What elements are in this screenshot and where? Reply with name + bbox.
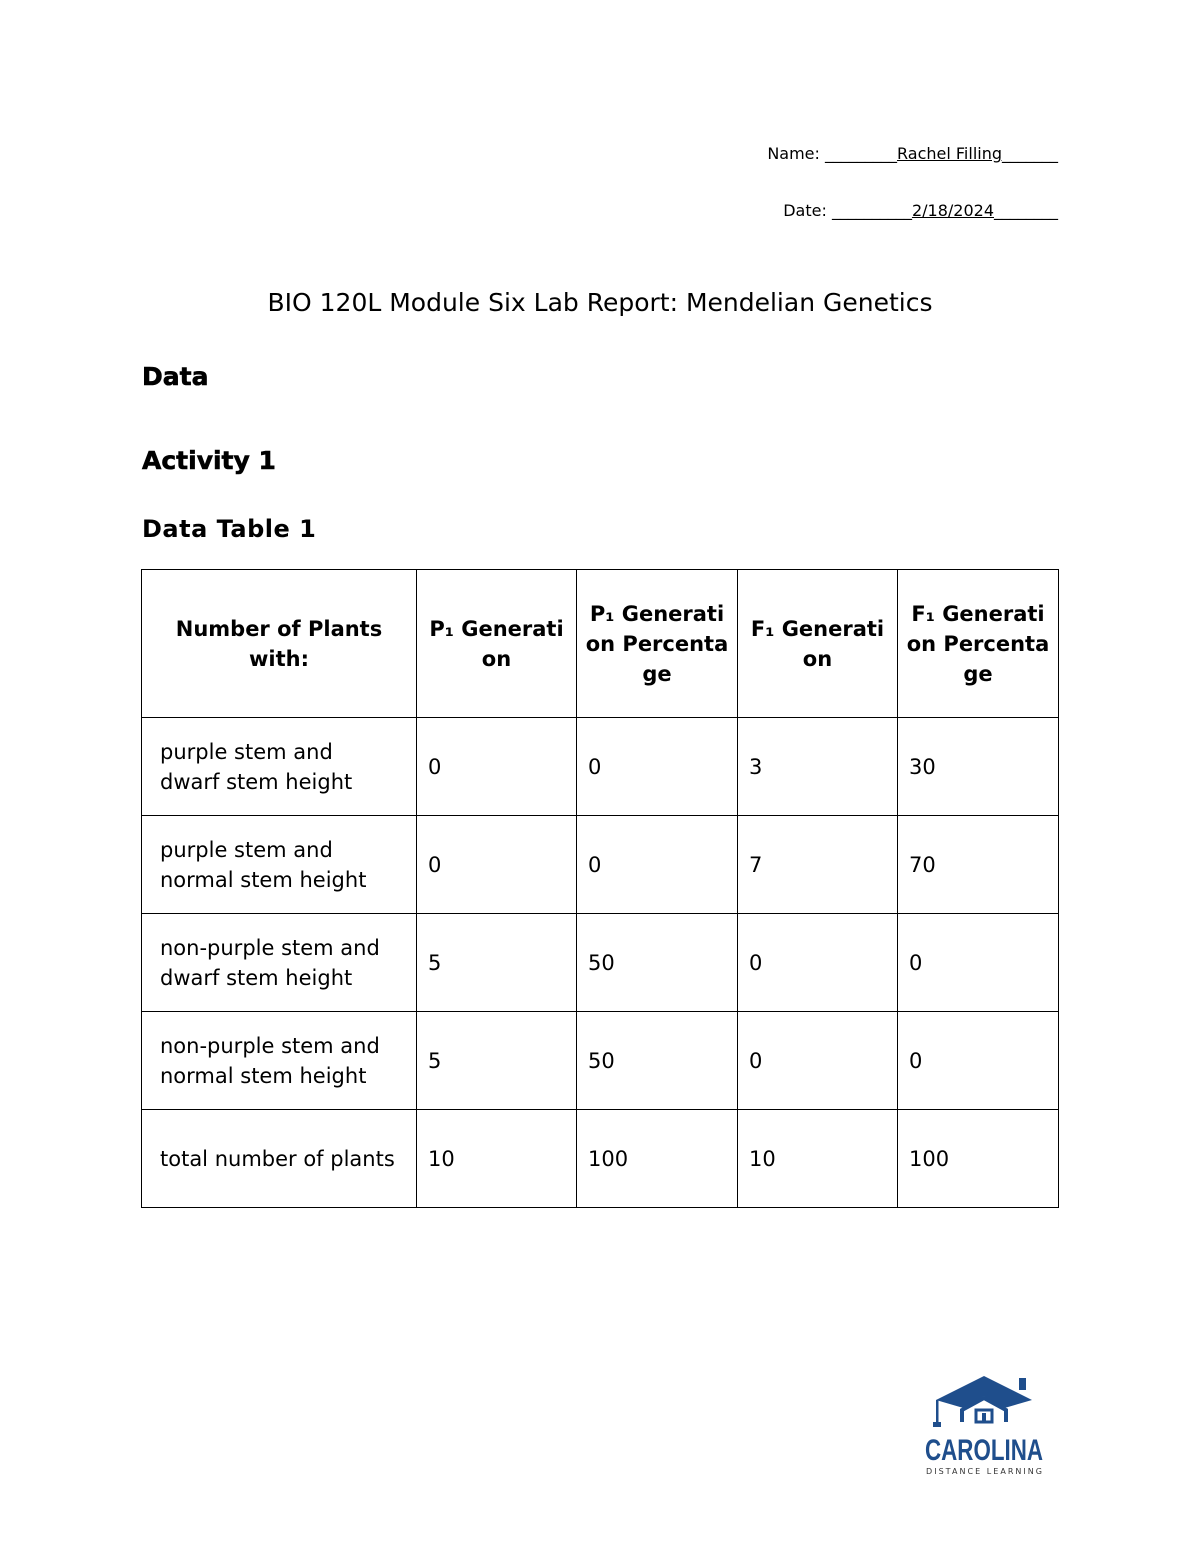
table-cell: 30: [898, 718, 1059, 816]
name-line: [767, 144, 1058, 163]
table-cell: 50: [577, 1012, 738, 1110]
table-row: [142, 816, 1059, 914]
activity-heading: Activity 1: [142, 446, 276, 475]
date-value: 2/18/2024: [911, 201, 994, 220]
table-cell: 0: [898, 1012, 1059, 1110]
table-cell: 50: [577, 914, 738, 1012]
column-header: Number of Plants with:: [142, 570, 417, 718]
table-cell: 100: [898, 1110, 1059, 1208]
date-blank-after: ________: [994, 201, 1058, 220]
table-row: [142, 914, 1059, 1012]
table-row: [142, 1110, 1059, 1208]
column-header: P₁ Generation Percentage: [577, 570, 738, 718]
table-row: [142, 718, 1059, 816]
date-label: Date:: [783, 201, 832, 220]
logo-wordmark: CAROLINA: [925, 1434, 1043, 1467]
table-row: [142, 1012, 1059, 1110]
name-label: Name:: [767, 144, 825, 163]
row-label: non-purple stem and dwarf stem height: [142, 914, 417, 1012]
row-label: purple stem and normal stem height: [142, 816, 417, 914]
name-blank-before: _________: [825, 144, 897, 163]
carolina-logo: [922, 1372, 1046, 1478]
table-cell: 100: [577, 1110, 738, 1208]
report-title: BIO 120L Module Six Lab Report: Mendelian Genetics: [267, 288, 933, 317]
logo-tagline: DISTANCE LEARNING: [926, 1467, 1042, 1476]
date-line: [783, 201, 1058, 220]
table-cell: 0: [577, 718, 738, 816]
graduation-cap-house-icon: [933, 1376, 1032, 1427]
name-value: Rachel Filling: [897, 144, 1002, 163]
table-cell: 70: [898, 816, 1059, 914]
table-cell: 5: [417, 1012, 577, 1110]
table-cell: 0: [738, 914, 898, 1012]
table-cell: 0: [738, 1012, 898, 1110]
table-cell: 5: [417, 914, 577, 1012]
table-cell: 0: [577, 816, 738, 914]
table-cell: 0: [417, 816, 577, 914]
table-cell: 3: [738, 718, 898, 816]
name-blank-after: _______: [1002, 144, 1058, 163]
column-header: P₁ Generation: [417, 570, 577, 718]
column-header: F₁ Generation: [738, 570, 898, 718]
table-cell: 10: [738, 1110, 898, 1208]
table-cell: 0: [417, 718, 577, 816]
table-header-row: [142, 570, 1059, 718]
row-label: total number of plants: [142, 1110, 417, 1208]
data-table: [141, 569, 1059, 1208]
section-heading: Data: [142, 362, 209, 391]
date-blank-before: __________: [831, 201, 912, 220]
table-cell: 10: [417, 1110, 577, 1208]
row-label: non-purple stem and normal stem height: [142, 1012, 417, 1110]
table-heading: Data Table 1: [142, 515, 317, 543]
column-header: F₁ Generation Percentage: [898, 570, 1059, 718]
table-cell: 0: [898, 914, 1059, 1012]
table-cell: 7: [738, 816, 898, 914]
row-label: purple stem and dwarf stem height: [142, 718, 417, 816]
